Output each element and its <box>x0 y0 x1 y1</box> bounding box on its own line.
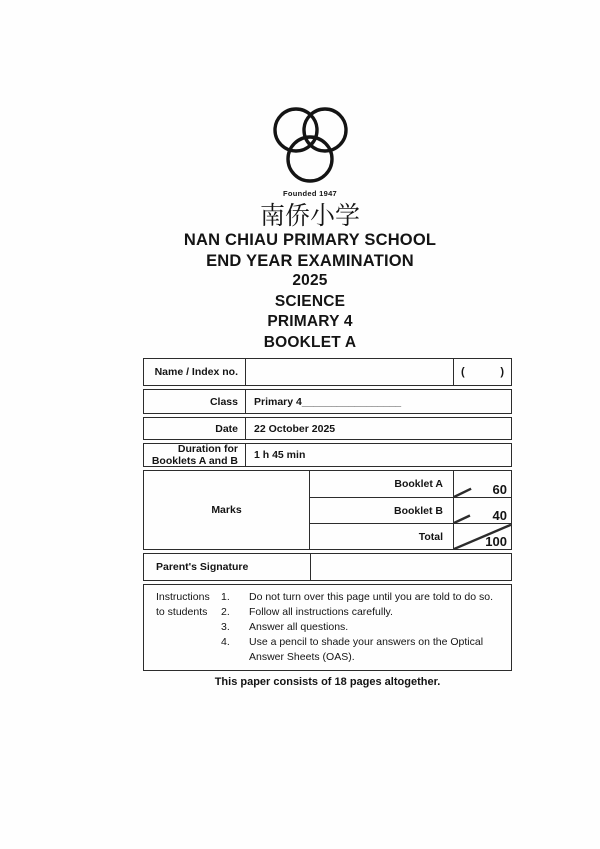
index-open-paren: ( <box>461 366 465 378</box>
instruction-item <box>216 605 507 620</box>
marks-row-booklet-a <box>310 471 511 497</box>
instructions-heading-line1: Instructions <box>156 591 210 603</box>
class-underline: _________________ <box>301 395 402 408</box>
name-label: Name / Index no. <box>154 366 238 378</box>
table-row-name <box>143 358 512 386</box>
info-table <box>143 358 512 688</box>
signature-label: Parent's Signature <box>156 561 249 573</box>
total-label: Total <box>418 530 443 543</box>
duration-label: Duration for Booklets A and B <box>151 443 238 467</box>
booklet-b-score-cell <box>453 498 511 523</box>
founded-label: Founded 1947 <box>282 189 338 198</box>
page-count-note <box>143 676 512 688</box>
booklet-a-label: Booklet A <box>394 478 443 490</box>
instruction-item <box>216 635 507 665</box>
marks-row-booklet-b <box>310 497 511 523</box>
table-row-date <box>143 417 512 440</box>
instructions-heading-line2: to students <box>156 606 208 618</box>
booklet-b-max-marks: 40 <box>492 508 507 523</box>
page-count-text-after: pages altogether. <box>346 676 441 688</box>
total-score-cell <box>453 524 511 549</box>
exam-subject: SCIENCE <box>274 292 346 310</box>
marks-grid <box>310 471 511 549</box>
name-field <box>245 359 453 385</box>
signature-field <box>310 554 511 580</box>
booklet-a-max-marks: 60 <box>492 482 507 497</box>
table-row-signature <box>143 553 512 581</box>
table-row-class <box>143 389 512 414</box>
marks-label: Marks <box>144 471 310 549</box>
instruction-text: Answer all questions. <box>249 621 349 633</box>
index-close-paren: ) <box>500 366 504 378</box>
instruction-item <box>216 590 507 605</box>
instruction-number: 3. <box>221 621 230 633</box>
instruction-number: 4. <box>221 636 230 648</box>
class-field <box>245 390 511 413</box>
instruction-text: Follow all instructions carefully. <box>249 606 393 618</box>
instruction-text: Use a pencil to shade your answers on the Optical Answer Sheets (OAS). <box>249 636 484 663</box>
instruction-number: 1. <box>221 591 230 603</box>
date-label: Date <box>215 422 238 435</box>
class-value: Primary 4 <box>254 395 302 408</box>
duration-value: 1 h 45 min <box>245 444 511 466</box>
exam-level: PRIMARY 4 <box>267 313 353 330</box>
table-row-instructions <box>143 584 512 671</box>
instruction-number: 2. <box>221 606 230 618</box>
page-count-number: 18 <box>334 676 347 688</box>
school-name: NAN CHIAU PRIMARY SCHOOL <box>183 231 437 249</box>
booklet-b-label: Booklet B <box>393 504 443 517</box>
instructions-heading <box>156 590 216 665</box>
exam-title: END YEAR EXAMINATION <box>206 251 414 270</box>
exam-booklet: BOOKLET A <box>263 333 357 351</box>
instructions-list <box>216 590 507 665</box>
instruction-text: Do not turn over this page until you are told to do so. <box>249 591 493 603</box>
class-label: Class <box>209 395 238 408</box>
date-value: 22 October 2025 <box>245 418 511 439</box>
instruction-item <box>216 620 507 635</box>
table-row-duration <box>143 443 512 467</box>
school-name-chinese: 南侨小学 <box>259 201 360 230</box>
marks-row-total <box>310 523 511 549</box>
booklet-a-score-cell <box>453 471 511 497</box>
header-block <box>20 104 600 353</box>
table-row-marks <box>143 470 512 550</box>
exam-year: 2025 <box>292 272 328 289</box>
index-number-cell <box>453 359 511 385</box>
school-logo-three-circles-icon <box>254 104 366 188</box>
page-count-text-before: This paper consists of <box>214 676 335 688</box>
total-max-marks: 100 <box>485 534 507 549</box>
